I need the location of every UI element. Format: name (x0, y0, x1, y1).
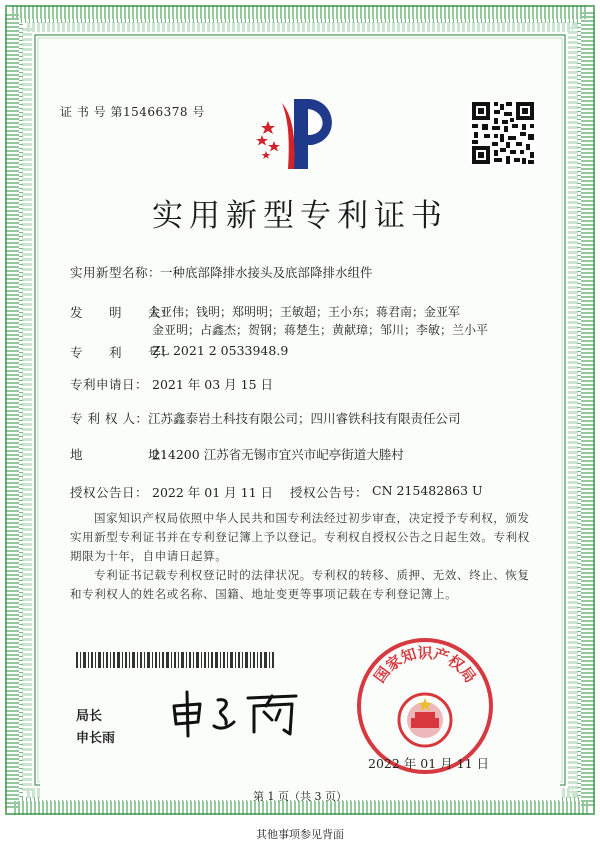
address-value: 214200 江苏省无锡市宜兴市屺亭街道大塍村 (152, 447, 404, 462)
qr-code-icon (470, 100, 536, 166)
inventors-line-1: 金亚伟；钱明；郑明明；王敏超；王小东；蒋君南；金亚军 (148, 305, 461, 319)
utility-model-name-value: 一种底部降排水接头及底部降排水组件 (160, 265, 373, 280)
grant-number-value: CN 215482863 U (372, 483, 483, 498)
certificate-number: 证 书 号 第15466378 号 (60, 105, 205, 119)
address-label: 地 址： (70, 447, 175, 462)
seal-text: 国家知识产权局 (370, 644, 480, 687)
filing-date-value: 2021 年 03 月 15 日 (152, 377, 273, 392)
barcode-icon (76, 652, 276, 668)
inventors-label: 发 明 人： (70, 305, 175, 320)
utility-model-name-label: 实用新型名称： (70, 265, 162, 280)
grant-number-label: 授权公告号： (290, 485, 369, 500)
grant-statement-paragraph: 国家知识产权局依照中华人民共和国专利法经过初步审查，决定授予专利权，颁发实用新型专利证书并在专利登记簿上予以登记。专利权自授权公告之日起生效。专利权期限为十年，自申请日起算。 (70, 511, 530, 563)
seal-date: 2022 年 01 月 11 日 (368, 756, 489, 771)
director-signature (168, 686, 308, 738)
legal-status-paragraph: 专利证书记载专利权登记时的法律状况。专利权的转移、质押、无效、终止、恢复和专利权人的姓名或名称、国籍、地址变更等事项记载在专利登记簿上。 (70, 568, 530, 601)
patent-number-label: 专 利 号： (70, 345, 175, 360)
page-indicator: 第 1 页（共 3 页） (253, 790, 347, 803)
director-name: 申长雨 (76, 731, 116, 746)
patent-number-value: ZL 2021 2 0533948.9 (152, 343, 289, 358)
grant-date-value: 2022 年 01 月 11 日 (152, 485, 273, 500)
inventors-line-2: 金亚明；占鑫杰；贺钢；蒋楚生；黄献璋；邹川；李敏；兰小平 (152, 323, 489, 337)
patentee-value: 江苏鑫泰岩土科技有限公司；四川睿铁科技有限责任公司 (148, 411, 461, 426)
grant-date-label: 授权公告日： (70, 485, 149, 500)
patent-logo-icon (252, 95, 348, 171)
certificate-title: 实用新型专利证书 (152, 198, 448, 234)
filing-date-label: 专利申请日： (70, 377, 149, 392)
director-title: 局长 (76, 709, 103, 724)
patentee-label: 专 利 权 人： (70, 411, 149, 426)
footer-note: 其他事项参见背面 (256, 828, 344, 841)
national-emblem-icon (399, 694, 451, 746)
